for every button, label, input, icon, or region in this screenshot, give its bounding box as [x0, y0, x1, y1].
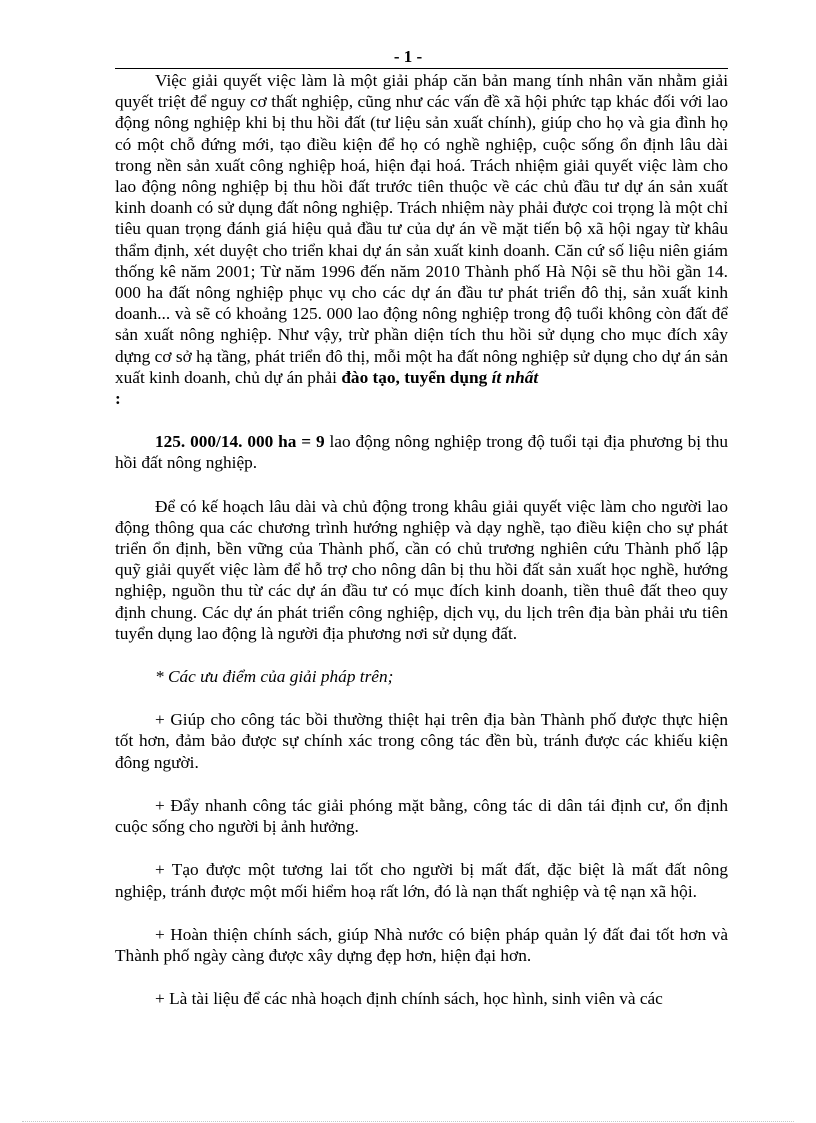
advantages-heading: * Các ưu điểm của giải pháp trên; [155, 667, 394, 687]
document-body [115, 70, 728, 1031]
bold-italic-phrase: ít nhất [491, 367, 539, 387]
labor-ratio-formula [115, 431, 728, 473]
page-number: - 1 - [393, 47, 423, 66]
page-bottom-border [22, 1121, 794, 1122]
paragraph-employment-fund: Để có kế hoạch lâu dài và chủ động trong khâu giải quyết việc làm cho người lao động thông qua các chương trình hướng nghiệp và dạy nghề, tạo điều kiện cho sự phát triển ổn định, bền vững của Thành phố, cần có chủ trương nghiên cứu Thành phố lập quỹ giải quyết việc làm để hỗ trợ cho nông dân bị thu hồi đất sản xuất học nghề, hướng nghiệp, nguồn thu từ các dự án đầu tư có mục đích kinh doanh, tiền thuê đất theo quy định chung. Các dự án phát triển công nghiệp, dịch vụ, du lịch trên địa bàn phải ưu tiên tuyển dụng lao động là người địa phương nơi sử dụng đất. [115, 496, 728, 643]
paragraph-employment-solution [115, 70, 728, 409]
advantage-item: + Hoàn thiện chính sách, giúp Nhà nước có biện pháp quản lý đất đai tốt hơn và Thành phố ngày càng được xây dựng đẹp hơn, hiện đại hơn. [115, 924, 728, 965]
advantage-item: + Tạo được một tương lai tốt cho người bị mất đất, đặc biệt là mất đất nông nghiệp, tránh được một mối hiểm hoạ rất lớn, đó là nạn thất nghiệp và tệ nạn xã hội. [115, 860, 728, 901]
formula-bold: 125. 000/14. 000 ha = 9 [155, 432, 325, 452]
advantage-item: + Là tài liệu để các nhà hoạch định chính sách, học hình, sinh viên và các [155, 989, 663, 1009]
colon-mark: : [115, 389, 121, 409]
advantage-item: + Giúp cho công tác bồi thường thiệt hại trên địa bàn Thành phố được thực hiện tốt hơn, đảm bảo được sự chính xác trong công tác đền bù, tránh được các khiếu kiện đông người. [115, 710, 728, 772]
paragraph-text: Việc giải quyết việc làm là một giải pháp căn bản mang tính nhân văn nhằm giải quyết triệt để nguy cơ thất nghiệp, cũng như các vấn đề xã hội phức tạp khác đối với lao động nông nghiệp khi bị thu hồi đất (tư liệu sản xuất chính), giúp cho họ và gia đình họ có một chỗ đứng mới, tạo điều kiện để họ có nghề nghiệp, cuộc sống ổn định lâu dài trong nền sản xuất công nghiệp hoá, hiện đại hoá. Trách nhiệm giải quyết việc làm cho lao động nông nghiệp bị thu hồi đất trước tiên thuộc về các chủ đầu tư dự án sản xuất kinh doanh có sử dụng đất nông nghiệp. Trách nhiệm này phải được coi trọng là một chỉ tiêu quan trọng đánh giá hiệu quả đầu tư của dự án về mặt tiến bộ xã hội ngay từ khâu thẩm định, xét duyệt cho triển khai dự án sản xuất kinh doanh. Căn cứ số liệu niên giám thống kê năm 2001; Từ năm 1996 đến năm 2010 Thành phố Hà Nội sẽ thu hồi gần 14. 000 ha đất nông nghiệp phục vụ cho các dự án đầu tư phát triển đô thị, sản xuất kinh doanh... và sẽ có khoảng 125. 000 lao động nông nghiệp trong độ tuổi không còn đất để sản xuất nông nghiệp. Như vậy, trừ phần diện tích thu hồi sử dụng cho mục đích xây dựng cơ sở hạ tầng, phát triển đô thị, mỗi một ha đất nông nghiệp sử dụng cho dự án sản xuất kinh doanh, chủ dự án phải [115, 71, 728, 387]
advantage-item: + Đẩy nhanh công tác giải phóng mặt bằng, công tác di dân tái định cư, ổn định cuộc sống cho người bị ảnh hưởng. [115, 795, 728, 837]
formula-text: lao động nông nghiệp trong độ tuổi tại địa phương bị thu hồi đất nông nghiệp. [115, 432, 728, 473]
bold-phrase: đào tạo, tuyển dụng [341, 367, 488, 387]
header-rule [115, 68, 728, 69]
